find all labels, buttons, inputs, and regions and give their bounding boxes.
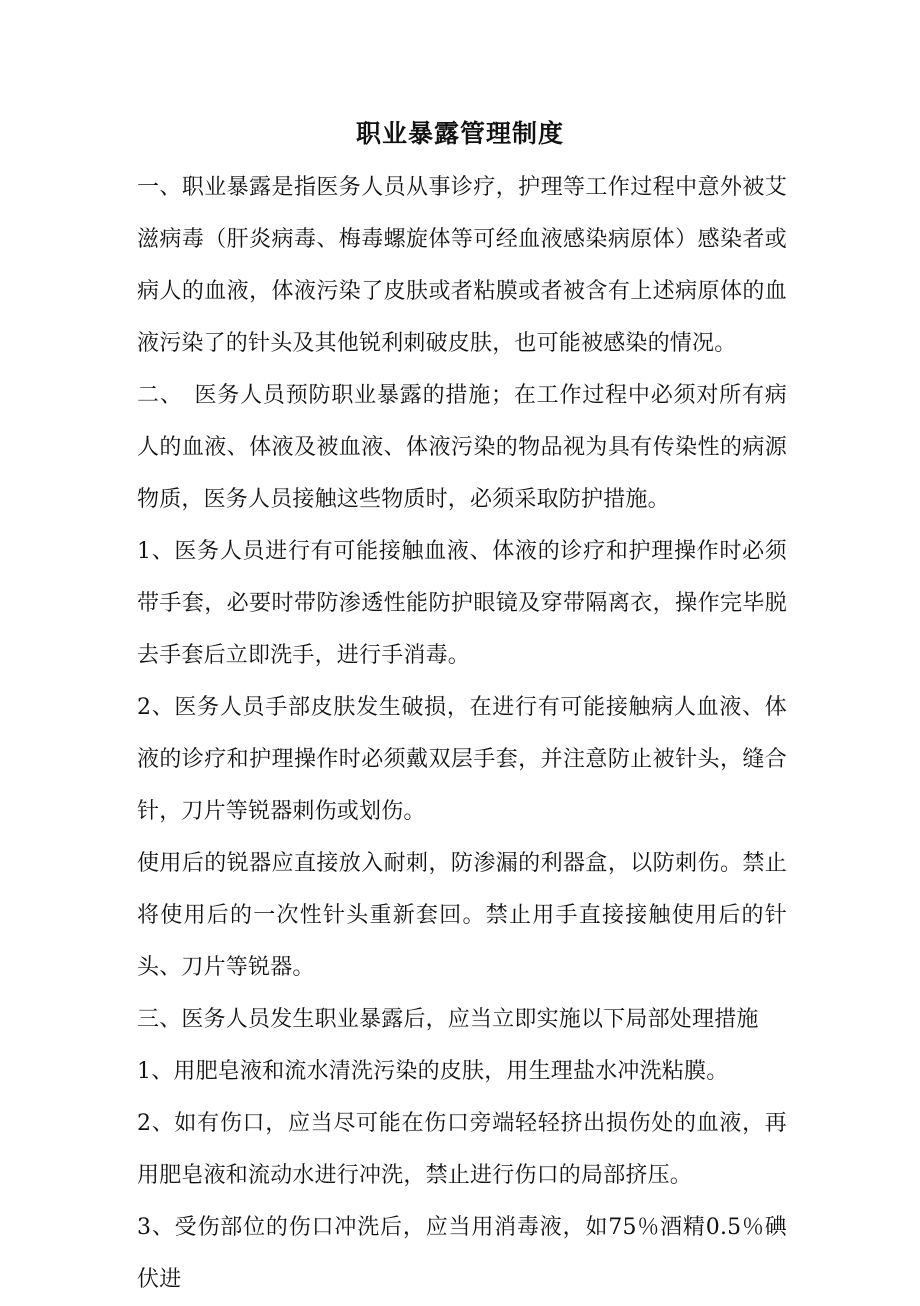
document-body bbox=[137, 162, 787, 1306]
paragraph-prevention-measures: 二、 医务人员预防职业暴露的措施；在工作过程中必须对所有病人的血液、体液及被血液、体液污染的物品视为具有传染性的病源物质，医务人员接触这些物质时，必须采取防护措施。 bbox=[137, 383, 787, 512]
paragraph-post-exposure-item-3: 3、受伤部位的伤口冲洗后，应当用消毒液，如75％酒精0.5％碘伏进 bbox=[137, 1215, 787, 1292]
paragraph-prevention-item-2: 2、医务人员手部皮肤发生破损，在进行有可能接触病人血液、体液的诊疗和护理操作时必须戴双层手套，并注意防止被针头，缝合针，刀片等锐器刺伤或划伤。 bbox=[137, 695, 787, 824]
paragraph-sharps-handling: 使用后的锐器应直接放入耐刺，防渗漏的利器盒，以防刺伤。禁止将使用后的一次性针头重新套回。禁止用手直接接触使用后的针头、刀片等锐器。 bbox=[137, 851, 787, 980]
paragraph-post-exposure-item-2: 2、如有伤口，应当尽可能在伤口旁端轻轻挤出损伤处的血液，再用肥皂液和流动水进行冲洗，禁止进行伤口的局部挤压。 bbox=[137, 1111, 787, 1188]
paragraph-post-exposure-item-1: 1、用肥皂液和流水清洗污染的皮肤，用生理盐水冲洗粘膜。 bbox=[137, 1059, 729, 1084]
paragraph-prevention-item-1: 1、医务人员进行有可能接触血液、体液的诊疗和护理操作时必须带手套，必要时带防渗透性能防护眼镜及穿带隔离衣，操作完毕脱去手套后立即洗手，进行手消毒。 bbox=[137, 539, 787, 668]
paragraph-definition: 一、职业暴露是指医务人员从事诊疗，护理等工作过程中意外被艾滋病毒（肝炎病毒、梅毒螺旋体等可经血液感染病原体）感染者或病人的血液，体液污染了皮肤或者粘膜或者被含有上述病原体的血液污染了的针头及其他锐利刺破皮肤，也可能被感染的情况。 bbox=[137, 175, 787, 356]
document-title: 职业暴露管理制度 bbox=[355, 119, 564, 148]
paragraph-post-exposure-heading: 三、医务人员发生职业暴露后，应当立即实施以下局部处理措施 bbox=[137, 1007, 759, 1032]
